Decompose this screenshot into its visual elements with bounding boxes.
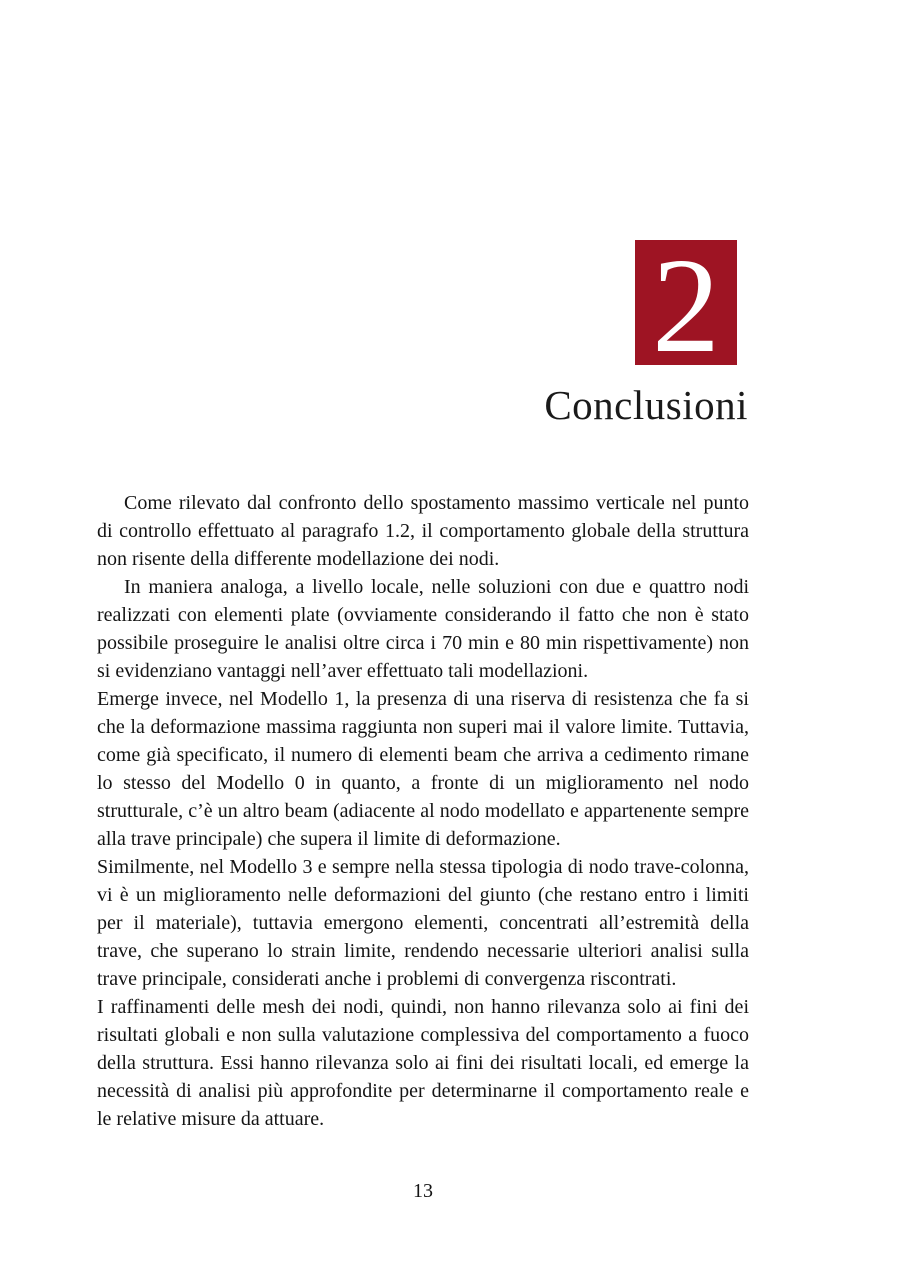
chapter-number-box xyxy=(635,230,737,381)
paragraph-2: In maniera analoga, a livello locale, nelle soluzioni con due e quattro nodi realizzati con elementi plate (ovviamente considerando il fatto che non è stato possibile proseguire le analisi oltre circa i 70 min e 80 min rispettivamente) non si evidenziano vantaggi nell’aver effettuato tali modellazioni. xyxy=(97,576,749,682)
paragraph-5: I raffinamenti delle mesh dei nodi, quindi, non hanno rilevanza solo ai fini dei risultati globali e non sulla valutazione complessiva del comportamento a fuoco della struttura. Essi hanno rilevanza solo ai fini dei risultati locali, ed emerge la necessità di analisi più approfondite per determinarne il comportamento reale e le relative misure da attuare. xyxy=(97,996,749,1130)
chapter-title: Conclusioni xyxy=(544,382,748,428)
chapter-number: 2 xyxy=(652,230,720,381)
paragraph-4: Similmente, nel Modello 3 e sempre nella stessa tipologia di nodo trave-colonna, vi è un miglioramento nelle deformazioni del giunto (che restano entro i limiti per il materiale), tuttavia emergono elementi, concentrati all’estremità della trave, che superano lo strain limite, rendendo necessarie ulteriori analisi sulla trave principale, considerati anche i problemi di convergenza riscontrati. xyxy=(97,856,749,990)
paragraph-1: Come rilevato dal confronto dello spostamento massimo verticale nel punto di controllo effettuato al paragrafo 1.2, il comportamento globale della struttura non risente della differente modellazione dei nodi. xyxy=(97,492,749,570)
paragraph-3: Emerge invece, nel Modello 1, la presenza di una riserva di resistenza che fa si che la deformazione massima raggiunta non superi mai il valore limite. Tuttavia, come già specificato, il numero di elementi beam che arriva a cedimento rimane lo stesso del Modello 0 in quanto, a fronte di un miglioramento nel nodo strutturale, c’è un altro beam (adiacente al nodo modellato e appartenente sempre alla trave principale) che supera il limite di deformazione. xyxy=(97,688,749,850)
page-number: 13 xyxy=(413,1180,433,1202)
body-text xyxy=(97,489,749,1133)
